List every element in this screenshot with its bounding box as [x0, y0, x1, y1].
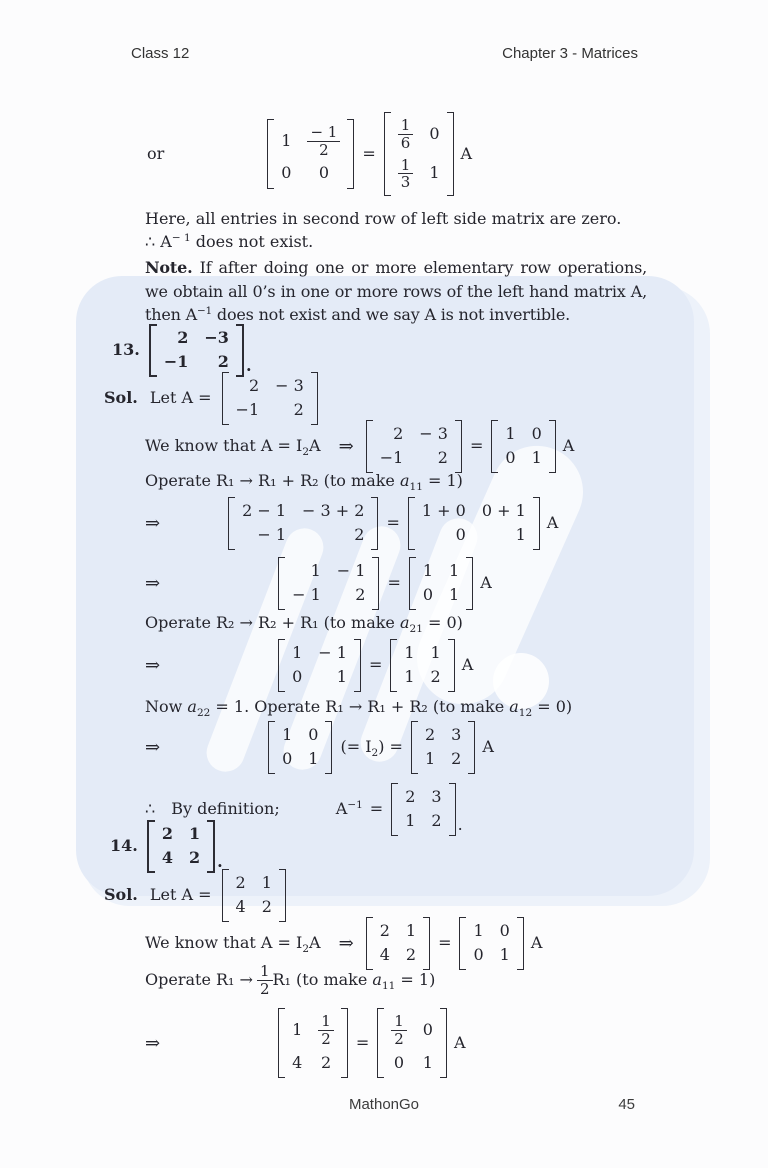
bracket-right — [207, 820, 215, 873]
matrix-cell: 0 — [393, 1052, 405, 1072]
question-matrix — [149, 324, 244, 377]
matrix-cell: 4 — [292, 1052, 303, 1072]
matrix-cell: 0 — [505, 447, 516, 467]
bracket-left — [409, 557, 416, 610]
matrix-cells — [391, 112, 447, 196]
bracket-left — [278, 1008, 285, 1078]
matrix-suffix-A: A — [453, 1032, 466, 1052]
matrix-cell: 1 — [336, 666, 347, 686]
matrix-cell: 2 — [161, 824, 173, 843]
matrix-cells — [384, 1008, 440, 1078]
bracket-left — [491, 420, 498, 473]
we-know-text: We know that $A = I_2A$ — [145, 435, 321, 458]
footer-page-number: 45 — [618, 1096, 635, 1113]
bracket-right — [341, 1008, 348, 1078]
matrix-cell: −1 — [163, 351, 189, 371]
matrix-cell: 1 — [292, 1019, 303, 1039]
question-number: 14. — [110, 835, 138, 855]
operate-line-13a: Operate R₁ → R₁ + R₂ (to make $a_{11} = 1$) — [145, 471, 463, 493]
subscript: 22 — [196, 707, 211, 719]
matrix-cell: 0 — [499, 921, 510, 940]
let-a-equals: Let A = — [149, 884, 212, 904]
matrix-cells — [466, 917, 516, 970]
bracket-right — [354, 639, 361, 692]
matrix-cell: 1 — [422, 1052, 433, 1072]
matrix-left — [278, 639, 361, 692]
sol-label: Sol. — [104, 884, 138, 904]
matrix-right — [390, 639, 454, 692]
matrix-cell: 2 — [248, 376, 260, 395]
matrix-cell: 1 — [473, 921, 484, 940]
matrix-cell: − 1 — [292, 584, 321, 604]
matrix-cell: 1 — [424, 748, 436, 768]
matrix-cell: 1 — [188, 824, 201, 843]
bracket-right — [311, 372, 318, 425]
matrix-cell: 1 — [531, 447, 542, 467]
identity-line-14 — [145, 917, 542, 970]
sol-label: Sol. — [104, 387, 138, 407]
matrix-cells — [418, 721, 468, 774]
matrix-cell: 0 — [318, 163, 329, 183]
matrix-left — [228, 497, 378, 550]
matrix-cells — [498, 420, 548, 473]
variable-a: a — [399, 471, 410, 490]
equation-13c — [145, 639, 473, 692]
matrix-cell: 3 — [431, 787, 442, 806]
bracket-left — [411, 721, 418, 774]
equals-sign: = — [362, 143, 376, 163]
fraction: 1 2 — [257, 963, 273, 998]
matrix-left — [366, 917, 430, 970]
therefore-symbol: ∴ — [145, 232, 156, 251]
fraction: 1 2 — [391, 1013, 407, 1048]
implies-arrow: ⇒ — [338, 932, 354, 954]
bracket-right — [279, 869, 286, 922]
matrix-right — [384, 112, 454, 196]
matrix-cell: 1 — [449, 584, 460, 604]
or-label: or — [147, 143, 165, 163]
bracket-left — [377, 1008, 384, 1078]
question-number: 13. — [112, 339, 140, 359]
therefore-symbol: ∴ — [145, 798, 156, 818]
equals-sign: = — [387, 572, 401, 592]
identity-line-13 — [145, 420, 574, 473]
matrix-right — [411, 721, 475, 774]
subscript: 11 — [409, 481, 423, 493]
bracket-left — [222, 869, 229, 922]
matrix-cell: 2 — [405, 944, 417, 964]
fraction: 1 6 — [398, 117, 414, 152]
matrix-cell: 1 — [515, 524, 526, 544]
bracket-left — [408, 497, 415, 550]
bracket-right — [236, 324, 244, 377]
equation-13a — [145, 497, 558, 550]
bracket-left — [228, 497, 235, 550]
bracket-right — [448, 639, 455, 692]
matrix-cell: 0 — [292, 666, 303, 686]
operate-line-14: Operate R₁ → 1 2 R₁ (to make $a_{11} = 1$) — [145, 962, 436, 998]
operate-line-13b: Operate R₂ → R₂ + R₁ (to make $a_{21} = 0$) — [145, 613, 463, 635]
subscript: 2 — [302, 445, 310, 458]
implies-arrow: ⇒ — [338, 435, 354, 457]
matrix-cell: 2 — [437, 447, 448, 467]
period: . — [217, 851, 223, 871]
bracket-right — [347, 119, 354, 189]
matrix-cell: 0 — [308, 725, 319, 744]
fraction: 1 3 — [398, 157, 414, 192]
matrix-cells — [397, 639, 447, 692]
subscript: 2 — [302, 942, 310, 955]
matrix-cell: 2 − 1 — [242, 501, 287, 520]
superscript: −1 — [347, 798, 363, 811]
matrix-cells — [235, 497, 371, 550]
equation-or — [147, 112, 472, 196]
matrix-cell: 0 — [282, 748, 293, 768]
variable-a: a — [187, 697, 197, 716]
matrix-cell: 2 — [424, 725, 436, 744]
bracket-left — [391, 783, 398, 836]
bracket-right — [440, 1008, 447, 1078]
matrix-cell: −3 — [204, 328, 229, 347]
matrix-cell: 1 — [404, 666, 415, 686]
variable-a: a — [399, 613, 410, 632]
period: . — [457, 814, 463, 834]
matrix-cell: 0 — [422, 584, 434, 604]
matrix-cell: 1 — [405, 921, 417, 940]
matrix-cell: 1 — [281, 130, 292, 150]
a-inverse: $A^{-1}$ — [335, 798, 363, 818]
matrix-cells — [373, 420, 455, 473]
matrix-cells — [157, 324, 236, 377]
matrix — [222, 869, 286, 922]
matrix-cell: − 3 — [419, 424, 448, 443]
note-paragraph: Note. If after doing one or more elementary row operations, we obtain all 0’s in one or more rows of the left hand matrix A, then $A^{-1}$ does not exist and we say A is not invertible. — [145, 258, 647, 324]
matrix-cell: 4 — [235, 896, 246, 916]
matrix-right — [491, 420, 555, 473]
matrix-cells — [415, 497, 533, 550]
matrix-suffix-A: A — [546, 512, 559, 532]
equals-sign: = — [355, 1032, 370, 1052]
matrix-cell: 2 — [405, 787, 416, 806]
equals-sign: = — [386, 512, 400, 532]
matrix-cell: 2 — [393, 424, 404, 443]
question-14 — [110, 820, 223, 873]
equals-sign: = — [438, 932, 452, 952]
let-a-equals: Let A = — [149, 387, 212, 407]
matrix-cells — [285, 639, 354, 692]
matrix-cell: 1 — [430, 643, 441, 662]
question-matrix — [147, 820, 215, 873]
superscript: −1 — [196, 305, 213, 317]
matrix-cell: 3 — [451, 725, 462, 744]
equals-sign: = — [369, 798, 384, 818]
bracket-left — [278, 557, 285, 610]
subscript: 2 — [371, 746, 379, 759]
matrix-cell: 1 — [261, 873, 272, 892]
matrix-cell: 0 — [281, 163, 292, 183]
matrix-suffix-A: A — [480, 572, 492, 592]
bracket-left — [390, 639, 397, 692]
matrix-cells — [373, 917, 423, 970]
matrix-suffix-A: A — [460, 143, 473, 163]
equation-14 — [145, 1008, 466, 1078]
matrix-cell: 2 — [354, 524, 365, 544]
matrix-cell: 2 — [431, 810, 442, 830]
header-chapter: Chapter 3 - Matrices — [502, 45, 638, 62]
matrix-cell: − 3 — [275, 376, 304, 395]
not-exist-line: ∴ $A^{- 1}$ does not exist. — [145, 232, 314, 251]
solution-13-lead — [104, 372, 318, 425]
matrix-cell: 0 — [531, 424, 542, 443]
header-class: Class 12 — [131, 45, 190, 62]
equation-13d — [145, 721, 494, 774]
equals-sign: = — [469, 435, 484, 455]
by-definition-text: By definition; — [171, 798, 280, 818]
matrix-cells — [285, 557, 372, 610]
bracket-right — [466, 557, 473, 610]
matrix-left — [268, 721, 332, 774]
bracket-right — [372, 557, 379, 610]
matrix-suffix-A: A — [461, 654, 474, 674]
matrix-cell: 1 — [292, 643, 303, 662]
matrix-cell: 2 — [177, 328, 189, 347]
matrix-cell: 1 — [405, 810, 416, 830]
fraction: 1 2 — [318, 1013, 334, 1048]
matrix-cell: 2 — [451, 748, 462, 768]
matrix-cell: 4 — [161, 847, 173, 867]
now-line-13: Now $a_{22} = 1$. Operate R₁ → R₁ + R₂ (to make $a_{12} = 0$) — [145, 697, 573, 719]
matrix-cells — [416, 557, 466, 610]
implies-arrow: ⇒ — [145, 736, 161, 758]
matrix-cell: 2 — [235, 873, 246, 892]
bracket-left — [222, 372, 229, 425]
bracket-right — [423, 917, 430, 970]
here-line: Here, all entries in second row of left side matrix are zero. — [145, 209, 622, 228]
fraction: − 1 2 — [307, 124, 340, 159]
matrix-cell: 1 — [308, 748, 319, 768]
matrix-cells — [275, 721, 325, 774]
implies-arrow: ⇒ — [145, 512, 161, 534]
period: . — [245, 355, 252, 375]
matrix-cells — [229, 372, 311, 425]
variable-a: a — [509, 697, 519, 716]
bracket-right — [468, 721, 475, 774]
footer-brand: MathonGo — [348, 1096, 420, 1113]
identity-note: (= $I_2$) = — [340, 736, 403, 759]
superscript: − 1 — [171, 232, 191, 244]
matrix-cell: 1 — [404, 643, 415, 662]
matrix-cell: 1 — [282, 725, 293, 744]
matrix-left — [278, 557, 379, 610]
equals-sign: = — [368, 654, 383, 674]
matrix-cell: 1 — [499, 944, 510, 964]
matrix-left — [267, 119, 354, 189]
bracket-right — [325, 721, 332, 774]
subscript: 12 — [518, 707, 533, 719]
matrix-cell: −1 — [235, 399, 260, 419]
implies-arrow: ⇒ — [145, 1032, 161, 1054]
bracket-left — [366, 917, 373, 970]
matrix-cell: 1 — [422, 561, 434, 580]
matrix-right — [409, 557, 473, 610]
bracket-left — [267, 119, 274, 189]
matrix-cell: 4 — [379, 944, 390, 964]
matrix-cell: 2 — [217, 351, 229, 371]
matrix-cells — [285, 1008, 341, 1078]
matrix — [391, 783, 455, 836]
matrix-left — [366, 420, 462, 473]
matrix-right — [408, 497, 540, 550]
equation-13b — [145, 557, 492, 610]
implies-arrow: ⇒ — [145, 654, 161, 676]
matrix-cell: 1 + 0 — [421, 501, 466, 520]
bracket-right — [455, 420, 462, 473]
bracket-left — [149, 324, 157, 377]
matrix-cell: 2 — [379, 921, 390, 940]
matrix-cell: 2 — [261, 896, 272, 916]
bracket-right — [371, 497, 378, 550]
bracket-left — [366, 420, 373, 473]
bracket-right — [549, 420, 556, 473]
question-13 — [112, 324, 252, 377]
matrix-cell: 0 — [473, 944, 484, 964]
bracket-left — [147, 820, 155, 873]
bracket-left — [268, 721, 275, 774]
matrix-suffix-A: A — [482, 736, 494, 756]
matrix-cell: − 3 + 2 — [302, 501, 365, 520]
matrix-left — [278, 1008, 348, 1078]
matrix-cell: 1 — [429, 163, 440, 183]
matrix-right — [459, 917, 523, 970]
matrix-right — [377, 1008, 447, 1078]
note-label: Note. — [145, 258, 193, 277]
matrix-cell: 1 — [505, 424, 516, 443]
matrix-cell: −1 — [379, 447, 404, 467]
matrix-cell: 0 — [422, 1019, 433, 1039]
bracket-right — [449, 783, 456, 836]
matrix-cells — [398, 783, 448, 836]
matrix-cell: − 1 — [318, 643, 347, 662]
subscript: 21 — [409, 623, 423, 635]
matrix-cells — [155, 820, 207, 873]
matrix-cell: 2 — [188, 847, 201, 867]
solution-14-lead — [104, 869, 286, 922]
matrix-suffix-A: A — [562, 435, 575, 455]
bracket-right — [533, 497, 540, 550]
bracket-left — [384, 112, 391, 196]
matrix-cell: 2 — [430, 666, 441, 686]
bracket-left — [278, 639, 285, 692]
subscript: 11 — [381, 979, 396, 992]
implies-arrow: ⇒ — [145, 572, 161, 594]
bracket-right — [447, 112, 454, 196]
matrix-cells — [274, 119, 347, 189]
matrix-suffix-A: A — [530, 932, 543, 952]
matrix-cell: − 1 — [336, 561, 366, 580]
matrix-cell: − 1 — [257, 524, 287, 544]
matrix-cell: 0 — [455, 524, 466, 544]
matrix-cell: 1 — [310, 561, 321, 580]
matrix-cells — [229, 869, 279, 922]
matrix-cell: 0 — [429, 123, 440, 143]
matrix-cell: 2 — [320, 1052, 332, 1072]
we-know-text: We know that $A = I_2A$ — [145, 932, 321, 955]
matrix — [222, 372, 318, 425]
variable-a: a — [372, 969, 382, 989]
bracket-left — [459, 917, 466, 970]
matrix-cell: 2 — [355, 584, 366, 604]
bracket-right — [517, 917, 524, 970]
matrix-cell: 1 — [449, 561, 460, 580]
matrix-cell: 2 — [293, 399, 304, 419]
matrix-cell: 0 + 1 — [481, 501, 526, 520]
